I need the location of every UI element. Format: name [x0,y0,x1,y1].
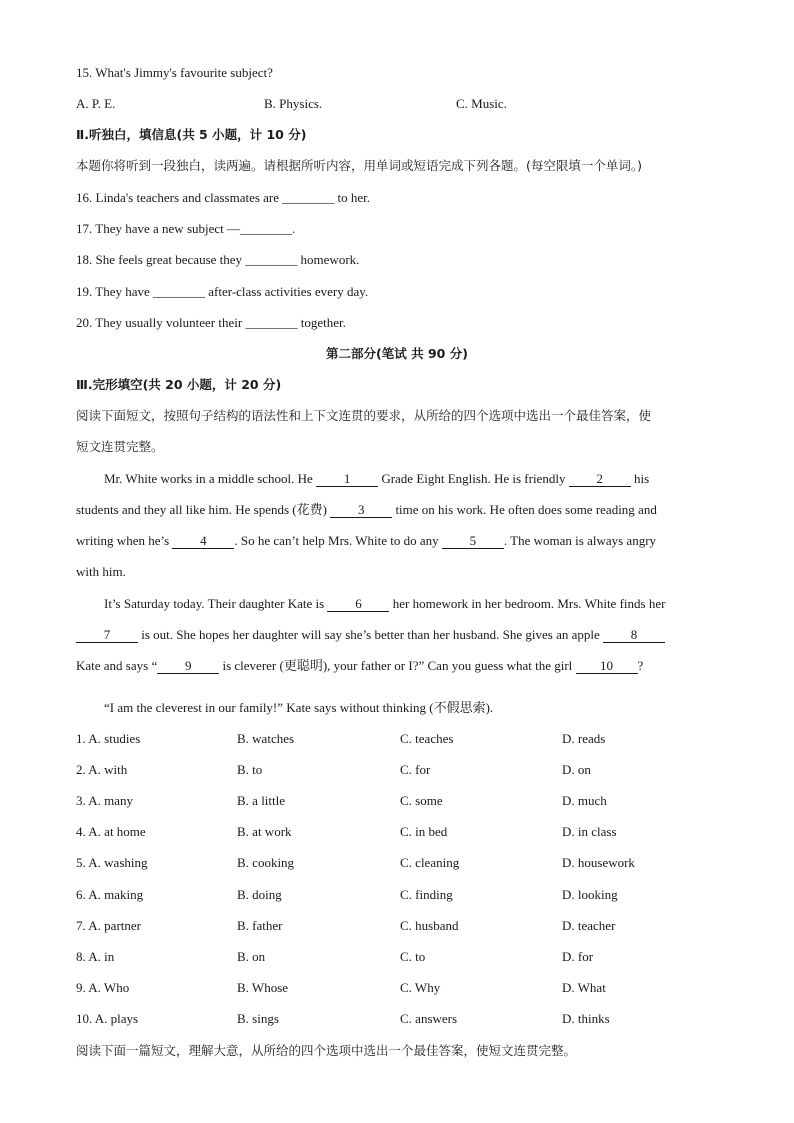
q20-before: 20. They usually volunteer their [76,315,246,330]
blank-8: 8 [603,628,665,643]
q18-after: homework. [297,252,360,267]
q19-after: after-class activities every day. [205,284,369,299]
passage-line-7 [76,657,643,675]
passage-line-3 [76,532,656,550]
blank-10: 10 [576,659,638,674]
q19-blank: ________ [153,284,206,299]
blank-5: 5 [442,534,504,549]
blank-7: 7 [76,628,138,643]
q15-option-c: C. Music. [456,96,507,111]
q15-option-b: B. Physics. [264,96,323,111]
blank-3: 3 [330,503,392,518]
q16-after: to her. [334,190,371,205]
question-18 [76,251,359,269]
option-7-c: C. husband [400,918,459,933]
passage-text: writing when he’s [76,533,173,548]
option-4-d: D. in class [562,824,617,839]
q20-blank: ________ [245,315,298,330]
passage-line-5 [104,595,665,613]
q15-option-a: A. P. E. [76,96,116,111]
option-5-a: 5. A. washing [76,855,148,870]
option-8-b: B. on [237,949,266,964]
option-10-d: D. thinks [562,1011,610,1026]
question-16 [76,189,370,207]
blank-1: 1 [316,472,378,487]
section-3-title: Ⅲ.完形填空(共 20 小题，计 20 分) [76,377,282,392]
option-7-a: 7. A. partner [76,918,141,933]
option-1-a: 1. A. studies [76,731,141,746]
q19-before: 19. They have [76,284,154,299]
option-10-b: B. sings [237,1011,279,1026]
q18-before: 18. She feels great because they [76,252,246,267]
option-2-a: 2. A. with [76,762,128,777]
option-6-a: 6. A. making [76,887,144,902]
q16-blank: ________ [282,190,335,205]
section-2-instruction: 本题你将听到一段独白，读两遍。请根据所听内容，用单词或短语完成下列各题。(每空限填一个单词。) [76,158,643,173]
passage-text: . So he can’t help Mrs. White to do any [234,533,442,548]
option-3-a: 3. A. many [76,793,134,808]
passage-line-4: with him. [76,564,126,579]
option-6-c: C. finding [400,887,453,902]
next-section-instruction: 阅读下面一篇短文，理解大意，从所给的四个选项中选出一个最佳答案，使短文连贯完整。 [76,1043,577,1058]
passage-text: is out. She hopes her daughter will say she’s better than her husband. She gives an apple [138,627,604,642]
passage-text: ? [637,658,644,673]
option-8-a: 8. A. in [76,949,115,964]
part-2-title: 第二部分(笔试 共 90 分) [326,346,468,361]
option-4-a: 4. A. at home [76,824,146,839]
passage-text: her homework in her bedroom. Mrs. White finds her [389,596,666,611]
section-3-instruction-line-2: 短文连贯完整。 [76,439,164,454]
option-6-d: D. looking [562,887,618,902]
passage-text: Grade Eight English. He is friendly [378,471,569,486]
option-1-c: C. teaches [400,731,454,746]
open-quote: “ [151,658,158,673]
passage-line-8: “I am the cleverest in our family!” Kate says without thinking (不假思索). [104,700,494,715]
passage-text: Kate and says [76,658,152,673]
passage-text: . The woman is always angry [503,533,657,548]
option-2-d: D. on [562,762,591,777]
passage-line-2 [76,501,657,519]
q17-before: 17. They have a new subject — [76,221,241,236]
passage-line-1 [104,470,649,488]
option-3-c: C. some [400,793,443,808]
blank-9: 9 [157,659,219,674]
option-5-d: D. housework [562,855,635,870]
question-17 [76,220,295,238]
section-2-title: Ⅱ.听独白，填信息(共 5 小题，计 10 分) [76,127,307,142]
option-9-d: D. What [562,980,606,995]
option-10-a: 10. A. plays [76,1011,139,1026]
option-7-b: B. father [237,918,283,933]
option-3-d: D. much [562,793,607,808]
passage-text: time on his work. He often does some reading and [392,502,657,517]
option-1-b: B. watches [237,731,295,746]
option-9-c: C. Why [400,980,441,995]
option-8-d: D. for [562,949,594,964]
option-7-d: D. teacher [562,918,616,933]
option-4-c: C. in bed [400,824,448,839]
option-6-b: B. doing [237,887,282,902]
passage-text: students and they all like him. He spends (花费) [76,502,331,517]
option-3-b: B. a little [237,793,286,808]
option-10-c: C. answers [400,1011,458,1026]
passage-text: his [630,471,650,486]
option-4-b: B. at work [237,824,292,839]
option-9-a: 9. A. Who [76,980,130,995]
blank-4: 4 [172,534,234,549]
q16-before: 16. Linda's teachers and classmates are [76,190,283,205]
question-20 [76,314,346,332]
q17-after: . [292,221,296,236]
q20-after: together. [297,315,346,330]
passage-text: Mr. White works in a middle school. He [104,471,317,486]
question-15: 15. What's Jimmy's favourite subject? [76,65,273,80]
option-2-b: B. to [237,762,263,777]
passage-text: is cleverer (更聪明), your father or I?” Can you guess what the girl [219,658,576,673]
option-9-b: B. Whose [237,980,289,995]
option-5-b: B. cooking [237,855,295,870]
option-2-c: C. for [400,762,431,777]
q17-blank: ________ [240,221,293,236]
q18-blank: ________ [245,252,298,267]
passage-line-6 [76,626,665,644]
blank-6: 6 [327,597,389,612]
question-19 [76,283,368,301]
option-5-c: C. cleaning [400,855,460,870]
section-3-instruction-line-1: 阅读下面短文，按照句子结构的语法性和上下文连贯的要求，从所给的四个选项中选出一个最佳答案，使 [76,408,652,423]
option-8-c: C. to [400,949,426,964]
passage-text: It’s Saturday today. Their daughter Kate is [104,596,328,611]
blank-2: 2 [569,472,631,487]
option-1-d: D. reads [562,731,606,746]
